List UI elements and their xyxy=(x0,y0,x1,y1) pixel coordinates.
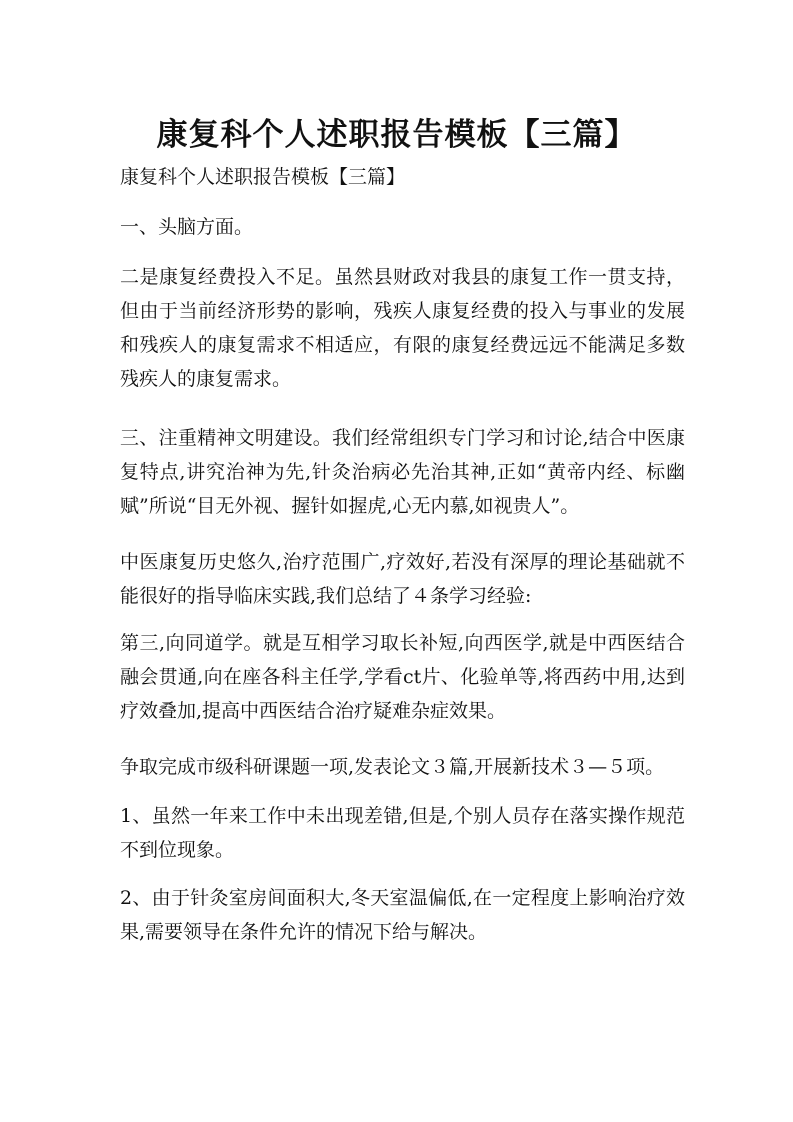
paragraph-3: 三、注重精神文明建设。我们经常组织专门学习和讨论,结合中医康复特点,讲究治神为先,针灸治病必先治其神,正如“黄帝内经、标幽赋”所说“目无外视、握针如握虎,心无内慕,如视贵人”。 xyxy=(120,427,685,517)
document-title: 康复科个人述职报告模板【三篇】 xyxy=(156,116,637,153)
document-subtitle: 康复科个人述职报告模板【三篇】 xyxy=(120,166,406,188)
paragraph-1: 一、头脑方面。 xyxy=(120,216,254,238)
paragraph-6: 争取完成市级科研课题一项,发表论文３篇,开展新技术３—５项。 xyxy=(120,756,665,778)
paragraph-4: 中医康复历史悠久,治疗范围广,疗效好,若没有深厚的理论基础就不能很好的指导临床实践,我们总结了４条学习经验: xyxy=(120,551,685,607)
paragraph-5: 第三,向同道学。就是互相学习取长补短,向西医学,就是中西医结合融会贯通,向在座各科主任学,学看ct片、化验单等,将西药中用,达到疗效叠加,提高中西医结合治疗疑难杂症效果。 xyxy=(120,632,685,722)
paragraph-7: 1、虽然一年来工作中未出现差错,但是,个别人员存在落实操作规范不到位现象。 xyxy=(120,805,685,861)
paragraph-2: 二是康复经费投入不足。虽然县财政对我县的康复工作一贯支持，但由于当前经济形势的影响，残疾人康复经费的投入与事业的发展和残疾人的康复需求不相适应，有限的康复经费远远不能满足多数残疾人的康复需求。 xyxy=(120,266,685,390)
paragraph-8: 2、由于针灸室房间面积大,冬天室温偏低,在一定程度上影响治疗效果,需要领导在条件允许的情况下给与解决。 xyxy=(120,887,685,943)
